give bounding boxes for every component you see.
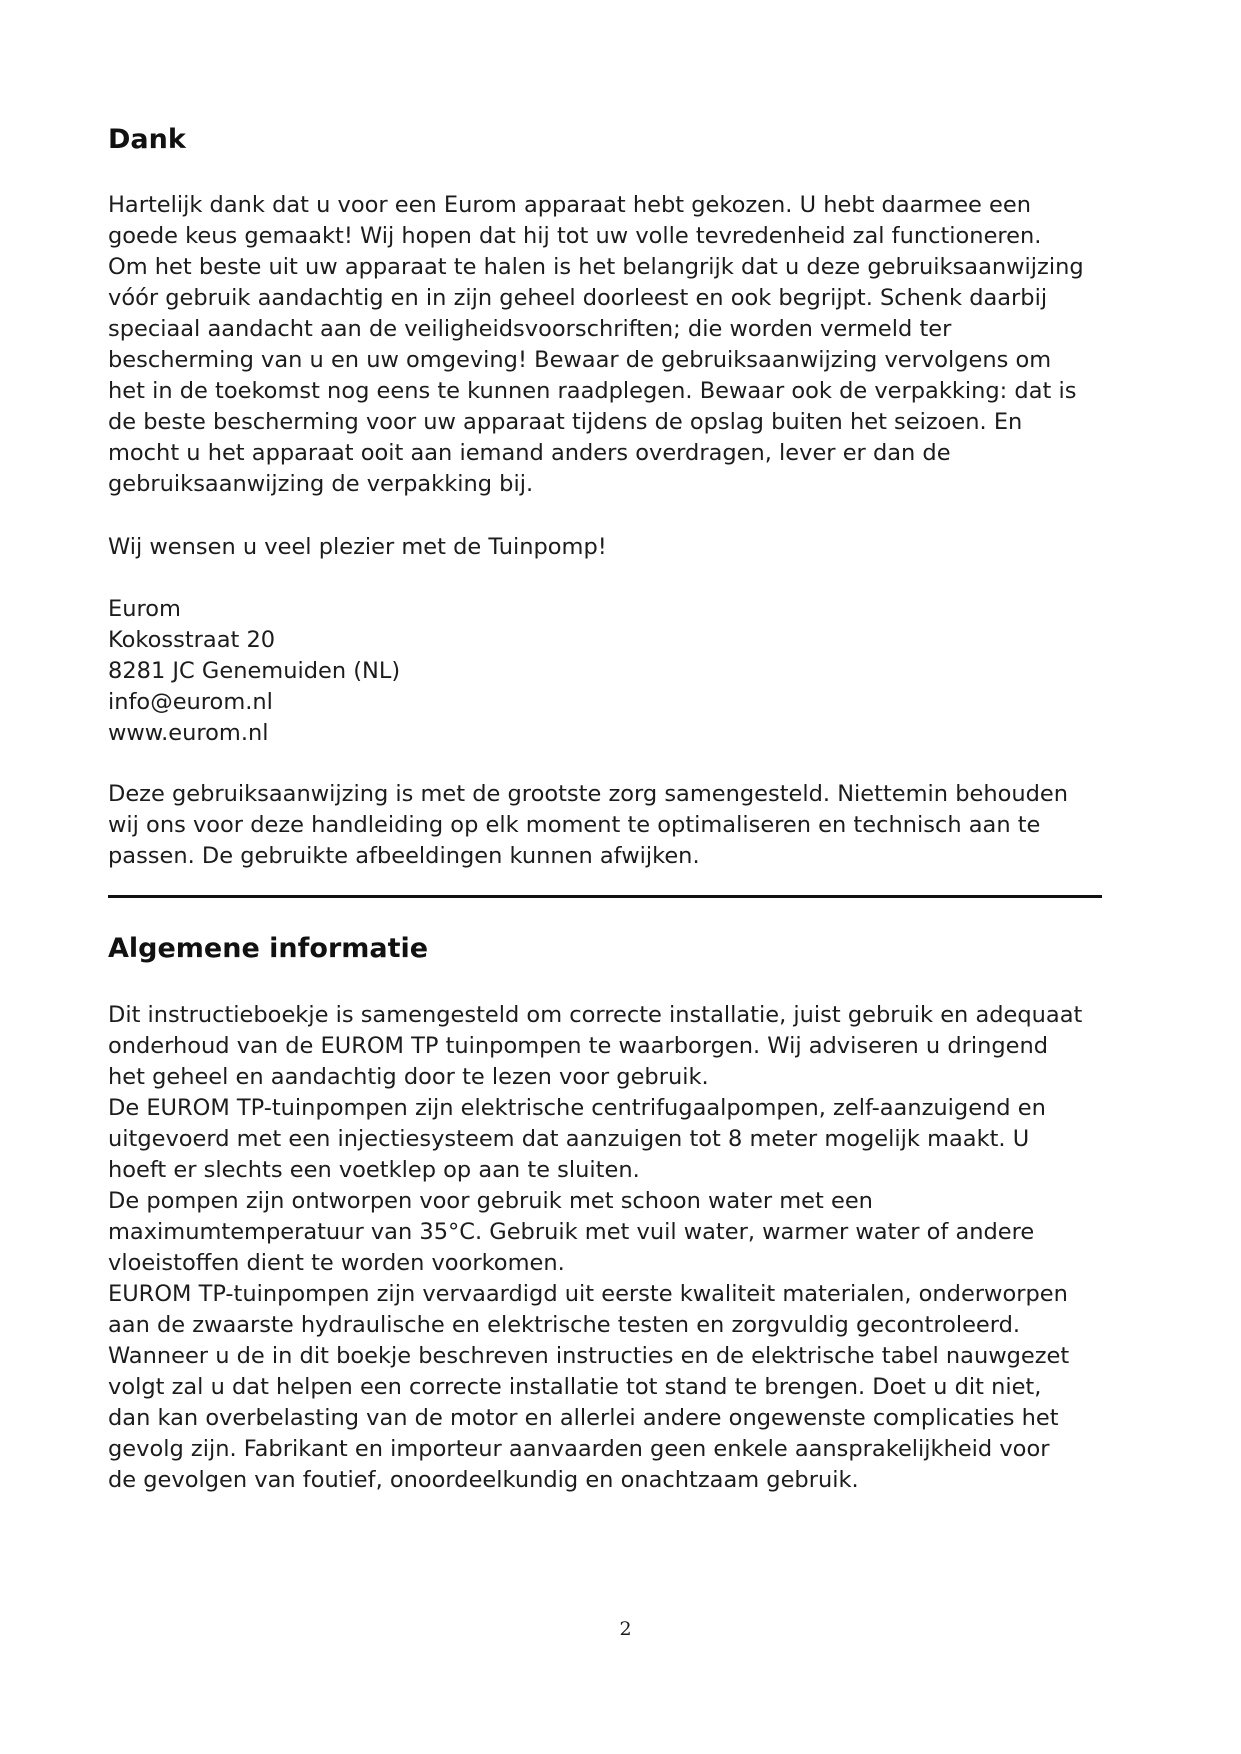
text-line: gebruiksaanwijzing de verpakking bij. — [108, 471, 534, 497]
text-line: De EUROM TP-tuinpompen zijn elektrische centrifugaalpompen, zelf-aanzuigend en — [108, 1095, 1046, 1121]
text-line: maximumtemperatuur van 35°C. Gebruik met vuil water, warmer water of andere — [108, 1219, 1035, 1245]
text-line: goede keus gemaakt! Wij hopen dat hij tot uw volle tevredenheid zal functioneren. — [108, 223, 1042, 249]
company-name: Eurom — [108, 596, 181, 622]
disclaimer-paragraph — [108, 779, 1143, 872]
text-line: het geheel en aandachtig door te lezen voor gebruik. — [108, 1064, 709, 1090]
email-address: info@eurom.nl — [108, 689, 273, 715]
text-line: Om het beste uit uw apparaat te halen is het belangrijk dat u deze gebruiksaanwijzing — [108, 254, 1084, 280]
text-line: speciaal aandacht aan de veiligheidsvoorschriften; die worden vermeld ter — [108, 316, 952, 342]
text-line: de beste bescherming voor uw apparaat tijdens de opslag buiten het seizoen. En — [108, 409, 1023, 435]
text-line: de gevolgen van foutief, onoordeelkundig en onachtzaam gebruik. — [108, 1467, 859, 1493]
text-line: dan kan overbelasting van de motor en allerlei andere ongewenste complicaties het — [108, 1405, 1059, 1431]
street-address: Kokosstraat 20 — [108, 627, 276, 653]
page-number: 2 — [619, 1618, 632, 1640]
intro-paragraph — [108, 190, 1143, 500]
website-address: www.eurom.nl — [108, 720, 269, 746]
wish-paragraph — [108, 532, 1143, 563]
text-line: bescherming van u en uw omgeving! Bewaar de gebruiksaanwijzing vervolgens om — [108, 347, 1052, 373]
text-line: aan de zwaarste hydraulische en elektrische testen en zorgvuldig gecontroleerd. — [108, 1312, 1021, 1338]
text-line: Hartelijk dank dat u voor een Eurom apparaat hebt gekozen. U hebt daarmee een — [108, 192, 1031, 218]
city-address: 8281 JC Genemuiden (NL) — [108, 658, 401, 684]
text-line: wij ons voor deze handleiding op elk moment te optimaliseren en technisch aan te — [108, 812, 1041, 838]
address-block — [108, 594, 1143, 749]
text-line: onderhoud van de EUROM TP tuinpompen te waarborgen. Wij adviseren u dringend — [108, 1033, 1049, 1059]
wish-text: Wij wensen u veel plezier met de Tuinpomp! — [108, 534, 607, 560]
heading-dank: Dank — [108, 124, 186, 155]
text-line: Deze gebruiksaanwijzing is met de grootste zorg samengesteld. Niettemin behouden — [108, 781, 1068, 807]
heading-algemene-informatie: Algemene informatie — [108, 933, 429, 964]
text-line: Wanneer u de in dit boekje beschreven instructies en de elektrische tabel nauwgezet — [108, 1343, 1070, 1369]
text-line: volgt zal u dat helpen een correcte installatie tot stand te brengen. Doet u dit niet, — [108, 1374, 1042, 1400]
general-info-paragraph — [108, 1000, 1143, 1496]
text-line: het in de toekomst nog eens te kunnen raadplegen. Bewaar ook de verpakking: dat is — [108, 378, 1077, 404]
text-line: vloeistoffen dient te worden voorkomen. — [108, 1250, 565, 1276]
text-line: uitgevoerd met een injectiesysteem dat aanzuigen tot 8 meter mogelijk maakt. U — [108, 1126, 1030, 1152]
text-line: De pompen zijn ontworpen voor gebruik met schoon water met een — [108, 1188, 873, 1214]
text-line: hoeft er slechts een voetklep op aan te sluiten. — [108, 1157, 640, 1183]
section-divider — [108, 895, 1102, 898]
text-line: Dit instructieboekje is samengesteld om correcte installatie, juist gebruik en adequaat — [108, 1002, 1083, 1028]
text-line: gevolg zijn. Fabrikant en importeur aanvaarden geen enkele aansprakelijkheid voor — [108, 1436, 1050, 1462]
text-line: passen. De gebruikte afbeeldingen kunnen afwijken. — [108, 843, 700, 869]
text-line: mocht u het apparaat ooit aan iemand anders overdragen, lever er dan de — [108, 440, 951, 466]
text-line: EUROM TP-tuinpompen zijn vervaardigd uit eerste kwaliteit materialen, onderworpen — [108, 1281, 1068, 1307]
text-line: vóór gebruik aandachtig en in zijn geheel doorleest en ook begrijpt. Schenk daarbij — [108, 285, 1048, 311]
